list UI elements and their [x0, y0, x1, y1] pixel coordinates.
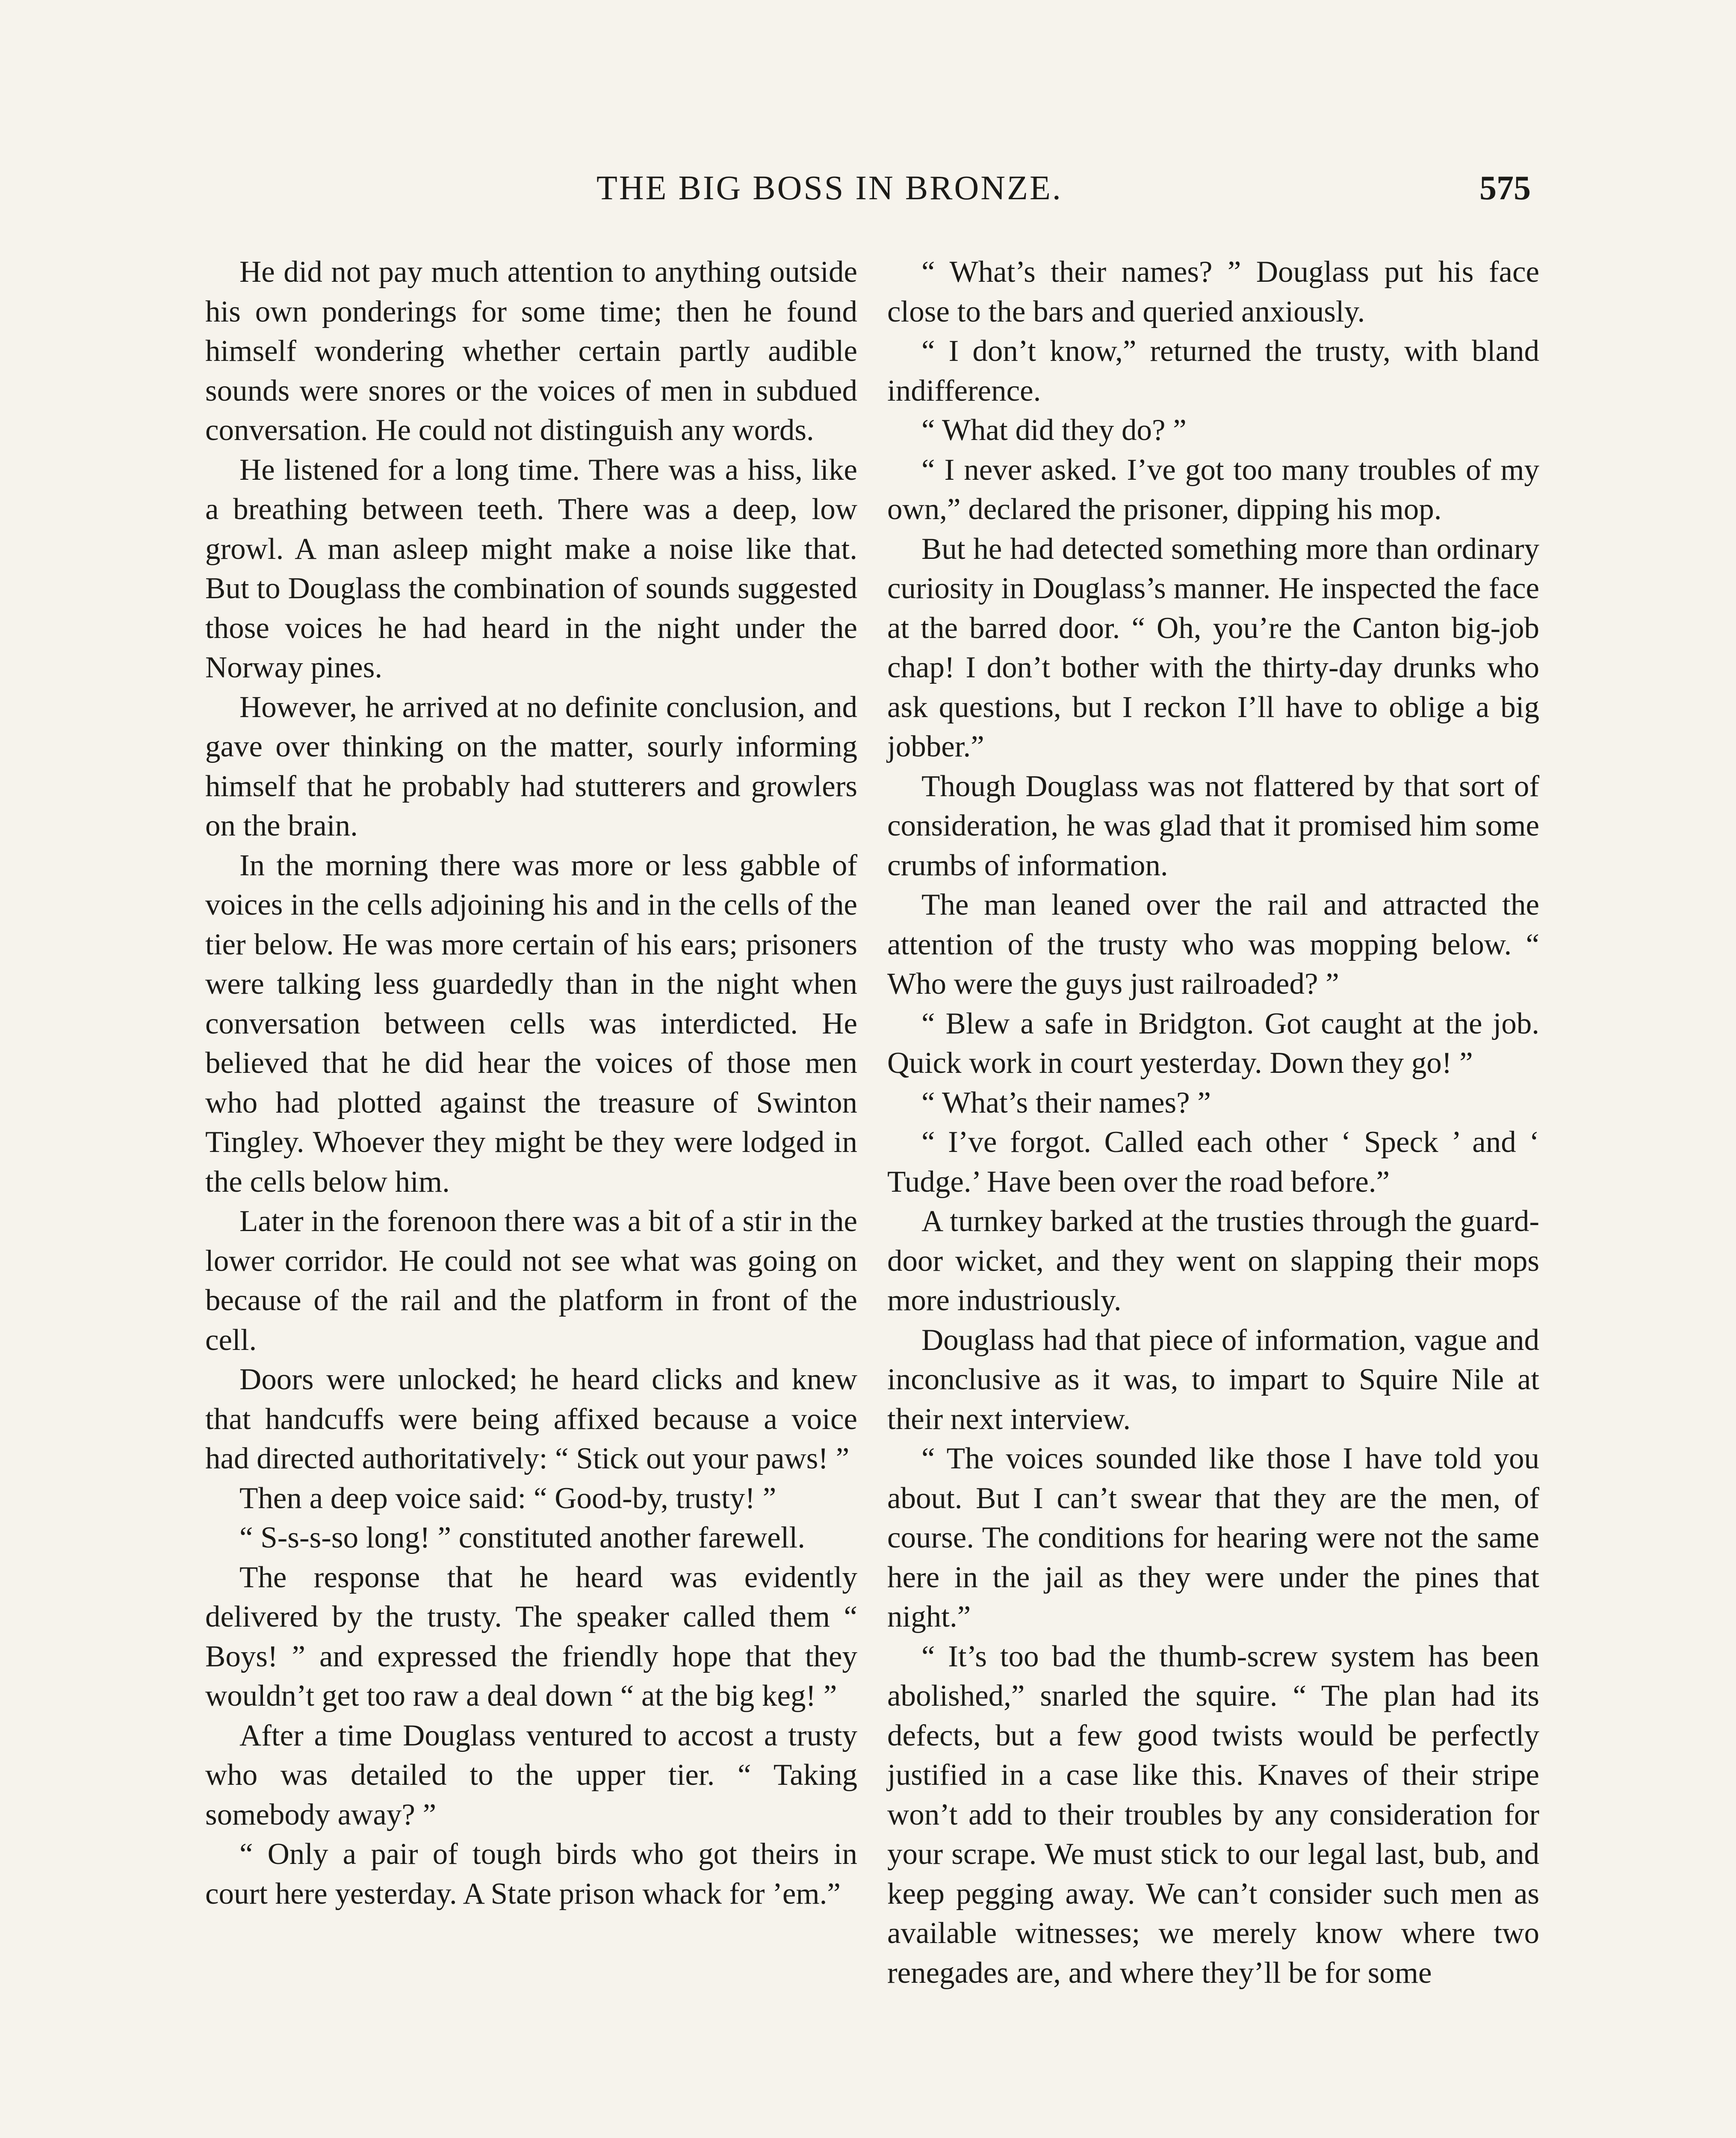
paragraph: Douglass had that piece of information, vague and inconclusive as it was, to impart to Squire Nile at their next interview. — [887, 1323, 1539, 1436]
paragraph: He did not pay much attention to anything outside his own ponderings for some time; then he found himself wondering whether certain partly audible sounds were snores or the voices of men in subdued conversation. He could not distinguish any words. — [205, 255, 857, 447]
paragraph: “ I don’t know,” returned the trusty, with bland indifference. — [887, 334, 1539, 408]
paragraph: Then a deep voice said: “ Good-by, trusty! ” — [239, 1481, 776, 1515]
paragraph: “ Only a pair of tough birds who got theirs in court here yesterday. A State prison whack for ’em.” — [205, 1837, 857, 1911]
left-column — [205, 252, 857, 1914]
paragraph: “ It’s too bad the thumb-screw system has been abolished,” snarled the squire. “ The plan had its defects, but a few good twists would be perfectly justified in a case like this. Knaves of their stripe won’t add to their troubles by any consideration for your scrape. We must stick to our legal last, bub, and keep pegging away. We can’t consider such men as available witnesses; we merely know where two renegades are, and where they’ll be for some — [887, 1639, 1539, 1990]
running-title: THE BIG BOSS IN BRONZE. — [596, 169, 1063, 207]
paragraph: In the morning there was more or less gabble of voices in the cells adjoining his and in the cells of the tier below. He was more certain of his ears; prisoners were talking less guardedly than in the night when conversation between cells was interdicted. He believed that he did hear the voices of those men who had plotted against the treasure of Swinton Tingley. Whoever they might be they were lodged in the cells below him. — [205, 848, 857, 1199]
paragraph: Though Douglass was not flattered by that sort of consideration, he was glad that it promised him some crumbs of information. — [887, 769, 1539, 882]
paragraph: “ What’s their names? ” Douglass put his face close to the bars and queried anxiously. — [887, 255, 1539, 328]
paragraph: After a time Douglass ventured to accost a trusty who was detailed to the upper tier. “ Taking somebody away? ” — [205, 1719, 857, 1831]
paragraph: The response that he heard was evidently delivered by the trusty. The speaker called them “ Boys! ” and expressed the friendly hope that they wouldn’t get too raw a deal down “ at the big keg! ” — [205, 1560, 857, 1713]
paragraph: “ What’s their names? ” — [921, 1086, 1211, 1119]
right-column — [887, 252, 1539, 1993]
paragraph: “ Blew a safe in Bridgton. Got caught at the job. Quick work in court yesterday. Down they go! ” — [887, 1007, 1539, 1080]
paragraph: He listened for a long time. There was a hiss, like a breathing between teeth. There was a deep, low growl. A man asleep might make a noise like that. But to Douglass the combination of sounds suggested those voices he had heard in the night under the Norway pines. — [205, 453, 857, 684]
paragraph: “ S-s-s-so long! ” constituted another farewell. — [239, 1521, 805, 1554]
paragraph: Doors were unlocked; he heard clicks and knew that handcuffs were being affixed because a voice had directed authoritatively: “ Stick out your paws! ” — [205, 1363, 857, 1475]
paragraph: “ What did they do? ” — [921, 413, 1187, 447]
paragraph: “ I never asked. I’ve got too many troubles of my own,” declared the prisoner, dipping his mop. — [887, 453, 1539, 526]
paragraph: “ I’ve forgot. Called each other ‘ Speck ’ and ‘ Tudge.’ Have been over the road before.” — [887, 1125, 1539, 1199]
paragraph: But he had detected something more than ordinary curiosity in Douglass’s manner. He inspected the face at the barred door. “ Oh, you’re the Canton big-job chap! I don’t bother with the thirty-day drunks who ask questions, but I reckon I’ll have to oblige a big jobber.” — [887, 532, 1539, 763]
paragraph: “ The voices sounded like those I have told you about. But I can’t swear that they are the men, of course. The conditions for hearing were not the same here in the jail as they were under the pines that night.” — [887, 1442, 1539, 1633]
running-head — [205, 169, 1531, 216]
paragraph: A turnkey barked at the trusties through the guard-door wicket, and they went on slapping their mops more industriously. — [887, 1205, 1539, 1317]
page-number: 575 — [1479, 169, 1531, 207]
paragraph: However, he arrived at no definite conclusion, and gave over thinking on the matter, sourly informing himself that he probably had stutterers and growlers on the brain. — [205, 690, 857, 842]
paragraph: The man leaned over the rail and attracted the attention of the trusty who was mopping below. “ Who were the guys just railroaded? ” — [887, 888, 1539, 1001]
paragraph: Later in the forenoon there was a bit of a stir in the lower corridor. He could not see what was going on because of the rail and the platform in front of the cell. — [205, 1205, 857, 1357]
